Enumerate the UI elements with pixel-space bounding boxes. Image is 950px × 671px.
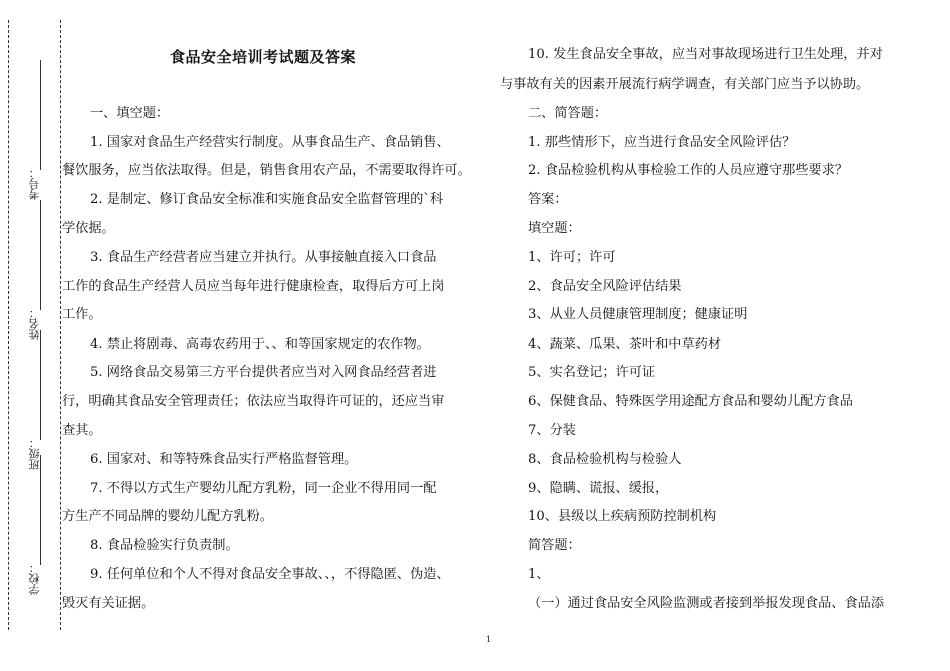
answer-line: 8、食品检验机构与检验人 [528,452,682,467]
text-line: 6. 国家对、和等特殊食品实行严格监督管理。 [90,452,358,467]
answers-heading: 答案： [528,192,568,207]
answer-line: 9、隐瞒、谎报、缓报， [528,481,669,496]
text-line: 4. 禁止将剧毒、高毒农药用于、、和等国家规定的农作物。 [90,337,430,352]
answer-line: 4、蔬菜、瓜果、茶叶和中草药材 [528,337,722,352]
text-line: 1. 国家对食品生产经营实行制度。从事食品生产、食品销售、 [90,135,450,150]
text-line: 工作的食品生产经营人员应当每年进行健康检查，取得后方可上岗 [62,279,445,294]
binding-field-line [40,200,41,310]
text-line: 2. 食品检验机构从事检验工作的人员应遵守那些要求？ [528,163,849,178]
binding-dashed-line-inner [60,20,61,630]
binding-field-class [20,330,56,470]
text-line: 与事故有关的因素开展流行病学调查，有关部门应当予以协助。 [500,77,870,92]
text-line: 3. 食品生产经营者应当建立并执行。从事接触直接入口食品 [90,250,437,265]
binding-field-label: 考号： [28,167,41,200]
section-heading: 简答题： [528,538,581,553]
answer-line: 1、许可；许可 [528,250,616,265]
answer-line: 1、 [528,567,550,582]
page-number: 1 [486,635,492,644]
binding-field-label: 学校： [28,562,41,595]
text-line: 10. 发生食品安全事故，应当对事故现场进行卫生处理，并对 [528,47,883,62]
answer-line: 2、食品安全风险评估结果 [528,279,682,294]
binding-field-line [40,455,41,565]
text-line: 1. 那些情形下，应当进行食品安全风险评估？ [528,135,796,150]
binding-field-school [20,455,56,595]
text-line: 5. 网络食品交易第三方平台提供者应当对入网食品经营者进 [90,365,437,380]
section-heading: 二、简答题： [528,106,608,121]
answer-line: 7、分装 [528,423,576,438]
text-line: 餐饮服务，应当依法取得。但是，销售食用农产品，不需要取得许可。 [62,163,471,178]
text-line: 学依据。 [62,221,115,236]
text-line: 毁灭有关证据。 [62,596,155,611]
text-line: 行，明确其食品安全管理责任；依法应当取得许可证的，还应当审 [62,394,445,409]
binding-field-line [40,60,41,170]
binding-field-label: 姓名： [28,307,41,340]
text-line: 查其。 [62,423,102,438]
answer-line: 10、县级以上疾病预防控制机构 [528,509,717,524]
text-line: 9. 任何单位和个人不得对食品安全事故、、，不得隐匿、伪造、 [90,567,450,582]
binding-dashed-line-outer [8,20,9,630]
text-line: 2. 是制定、修订食品安全标准和实施食品安全监督管理的`科 [90,192,444,207]
section-heading: 填空题： [528,221,581,236]
section-heading: 一、填空题： [90,106,170,121]
text-line: 8. 食品检验实行负责制。 [90,538,239,553]
answer-line: 5、实名登记；许可证 [528,365,656,380]
binding-field-label: 班级： [28,437,41,470]
answer-line: 3、从业人员健康管理制度；健康证明 [528,307,748,322]
text-line: 工作。 [62,307,102,322]
document-title: 食品安全培训考试题及答案 [170,48,357,66]
text-line: 7. 不得以方式生产婴幼儿配方乳粉，同一企业不得用同一配 [90,481,437,496]
text-line: 方生产不同品牌的婴幼儿配方乳粉。 [62,509,273,524]
answer-line: 6、保健食品、特殊医学用途配方食品和婴幼儿配方食品 [528,394,853,409]
answer-line: （一）通过食品安全风险监测或者接到举报发现食品、食品添 [528,596,885,611]
binding-margin [0,0,60,671]
binding-field-name [20,200,56,340]
binding-field-exam-number [20,60,56,200]
binding-field-line [40,330,41,440]
